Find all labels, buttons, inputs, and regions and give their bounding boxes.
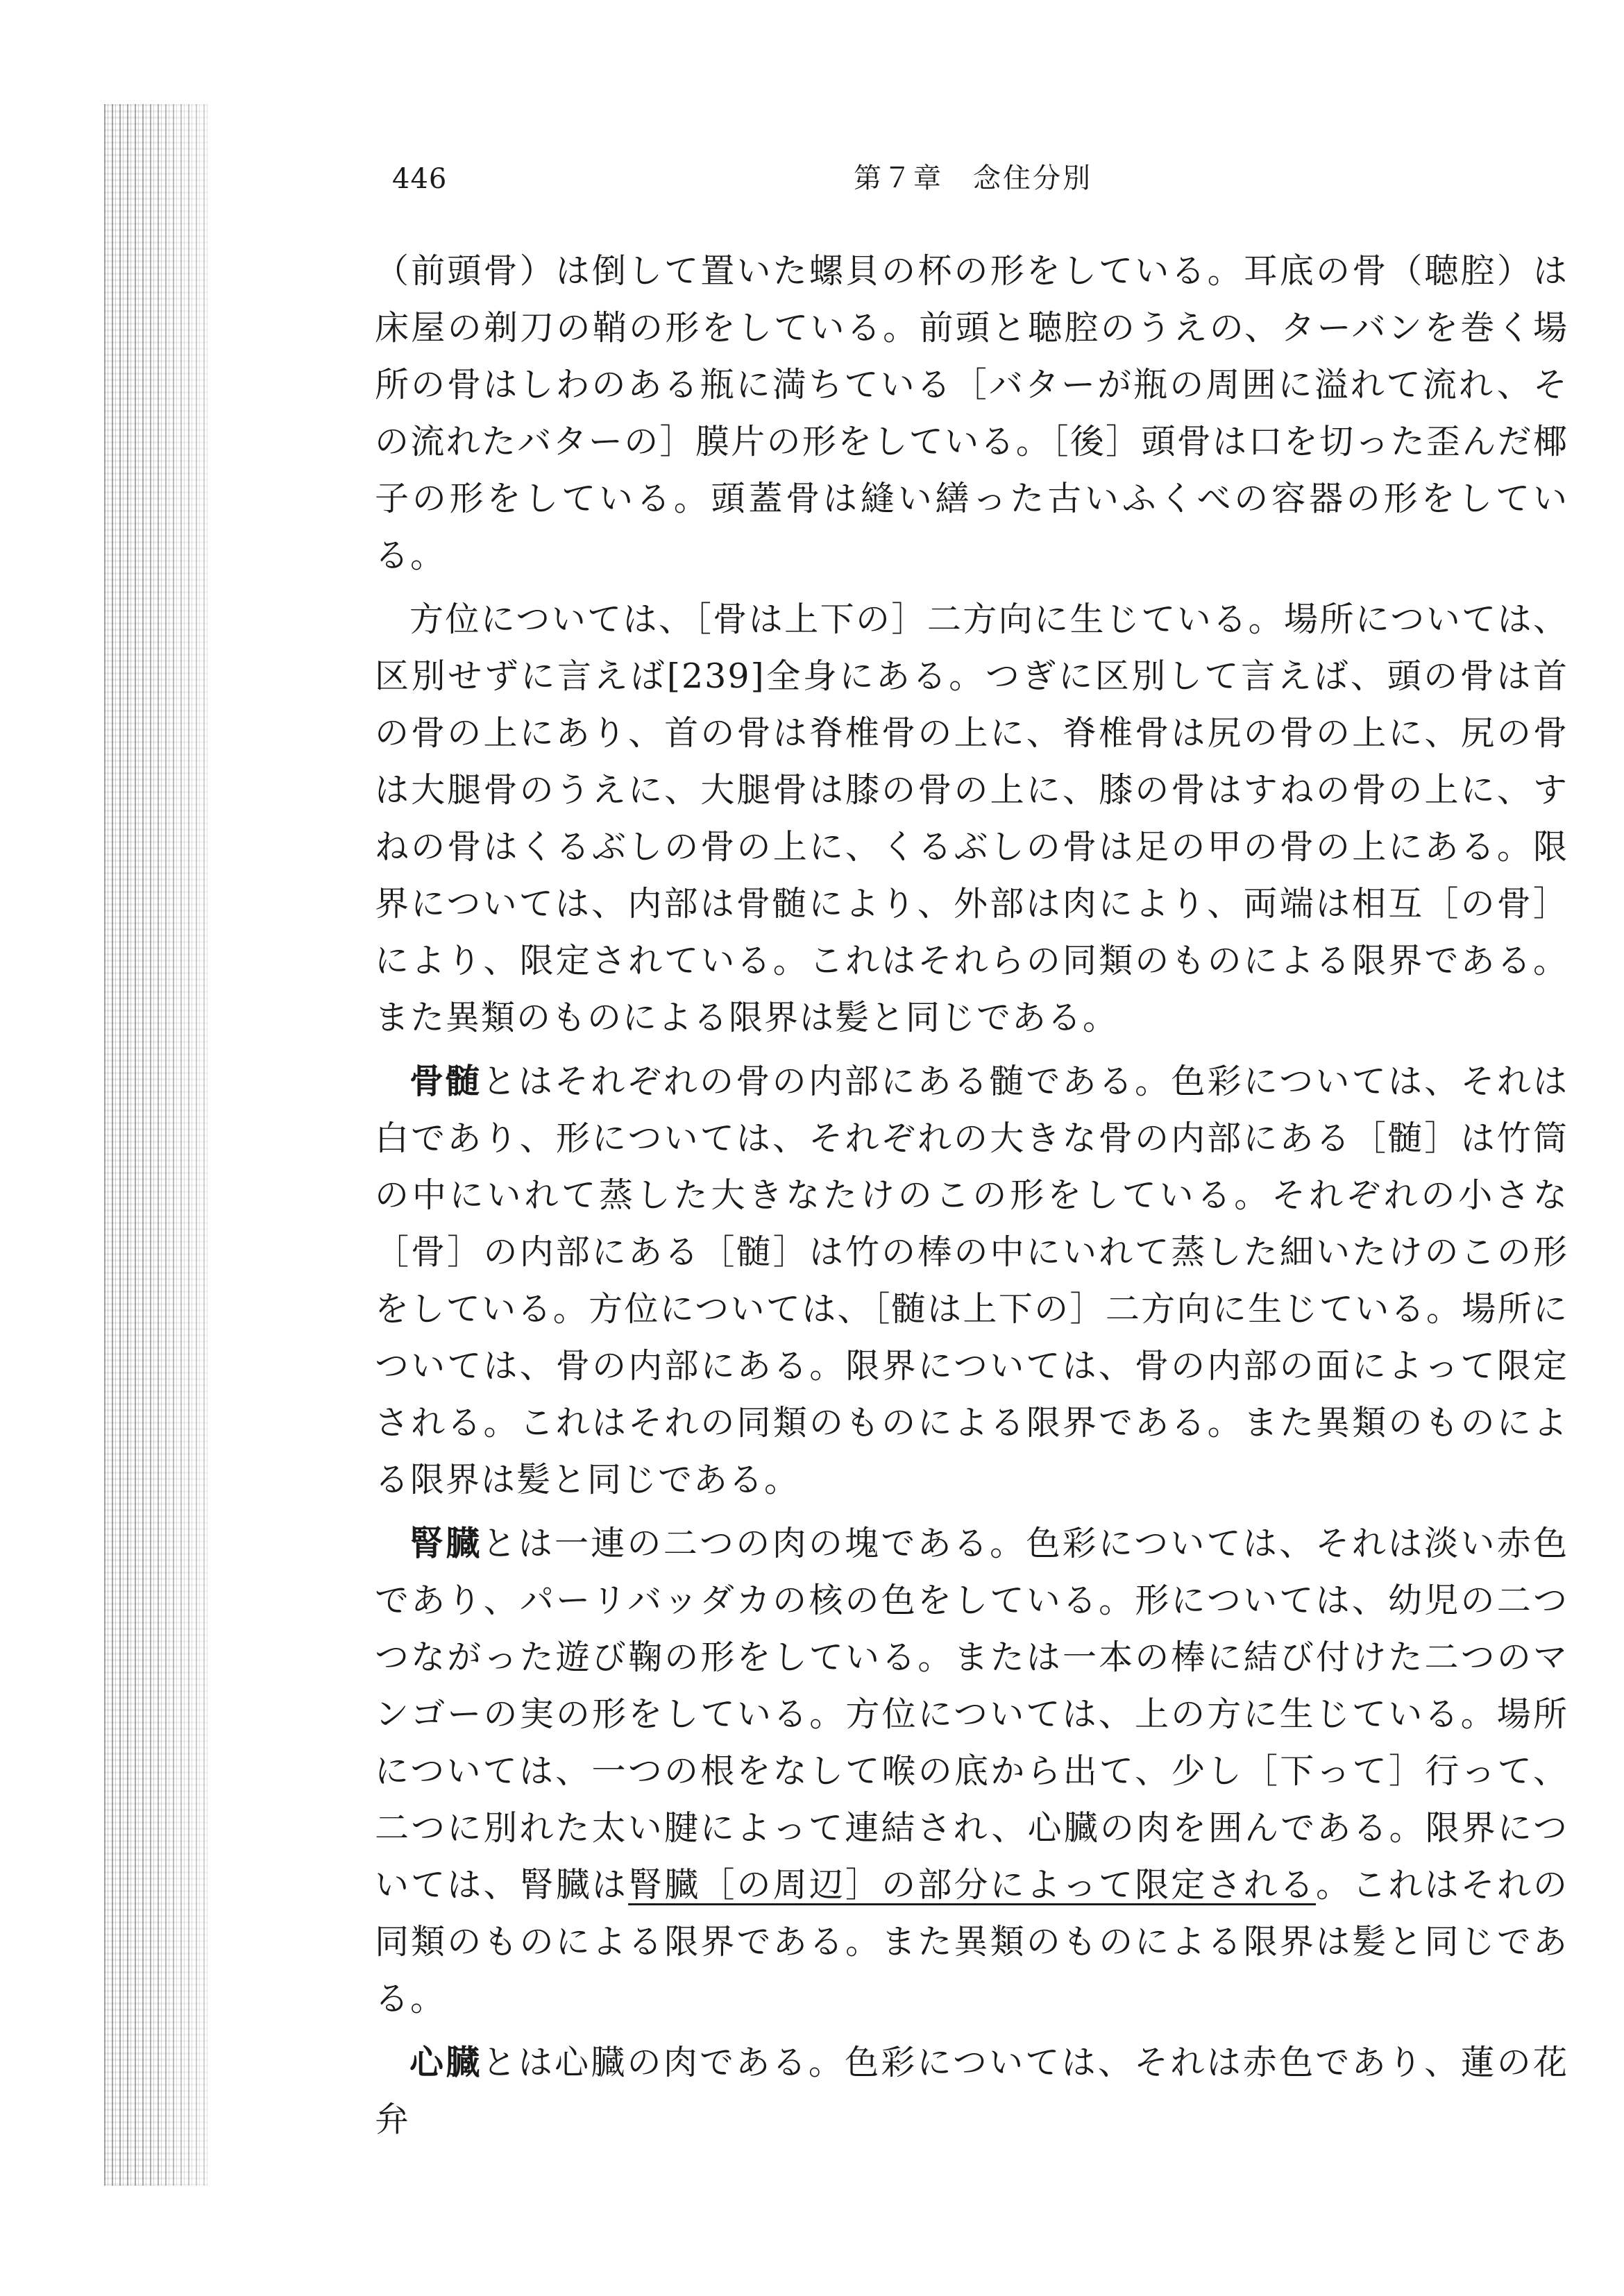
page-number: 446 (392, 163, 448, 195)
term-heart: 心臓 (409, 2043, 482, 2082)
paragraph-bone-marrow (375, 1053, 1568, 1508)
paragraph-heart (375, 2034, 1568, 2148)
paragraph-kidney-text-before: とは一連の二つの肉の塊である。色彩については、それは淡い赤色であり、パーリバッダカの核の色をしている。形については、幼児の二つつながった遊び鞠の形をしている。または一本の棒に結び付けた二つのマンゴーの実の形をしている。方位については、上の方に生じている。場所については、一つの根をなして喉の底から出て、少し［下って］行って、二つに別れた太い腱によって連結され、心臓の肉を囲んである。限界については、腎臓は (375, 1524, 1568, 1905)
underlined-phrase: 腎臓［の周辺］の部分によって限定される (628, 1865, 1317, 1905)
paragraph-bone-marrow-text: とはそれぞれの骨の内部にある髄である。色彩については、それは白であり、形については、それぞれの大きな骨の内部にある［髄］は竹筒の中にいれて蒸した大きなたけのこの形をしている。それぞれの小さな［骨］の内部にある［髄］は竹の棒の中にいれて蒸した細いたけのこの形をしている。方位については、［髄は上下の］二方向に生じている。場所については、骨の内部にある。限界については、骨の内部の面によって限定される。これはそれの同類のものによる限界である。また異類のものによる限界は髪と同じである。 (375, 1062, 1568, 1499)
paragraph-heart-text: とは心臓の肉である。色彩については、それは赤色であり、蓮の花弁 (375, 2043, 1568, 2139)
scan-binding-gutter (104, 104, 208, 2186)
running-header: 第７章 念住分別 (854, 162, 1092, 194)
paragraph-skull-bones: （前頭骨）は倒して置いた螺貝の杯の形をしている。耳底の骨（聴腔）は床屋の剃刀の鞘の形をしている。前頭と聴腔のうえの、ターバンを巻く場所の骨はしわのある瓶に満ちている［バターが瓶の周囲に溢れて流れ、その流れたバターの］膜片の形をしている。［後］頭骨は口を切った歪んだ椰子の形をしている。頭蓋骨は縫い繕った古いふくべの容器の形をしている。 (375, 251, 1568, 575)
term-bone-marrow: 骨髄 (409, 1062, 482, 1101)
paragraph-bone-location: 方位については、［骨は上下の］二方向に生じている。場所については、区別せずに言えば[239]全身にある。つぎに区別して言えば、頭の骨は首の骨の上にあり、首の骨は脊椎骨の上に、脊椎骨は尻の骨の上に、尻の骨は大腿骨のうえに、大腿骨は膝の骨の上に、膝の骨はすねの骨の上に、すねの骨はくるぶしの骨の上に、くるぶしの骨は足の甲の骨の上にある。限界については、内部は骨髄により、外部は肉により、両端は相互［の骨］により、限定されている。これはそれらの同類のものによる限界である。また異類のものによる限界は髪と同じである。 (375, 599, 1568, 1037)
paragraph-kidney-text-after: 。これはそれの同類のものによる限界である。また異類のものによる限界は髪と同じである。 (375, 1865, 1568, 2018)
body-text (375, 243, 1568, 2155)
paragraph-kidney (375, 1515, 1568, 2027)
term-kidney: 腎臓 (409, 1524, 482, 1563)
